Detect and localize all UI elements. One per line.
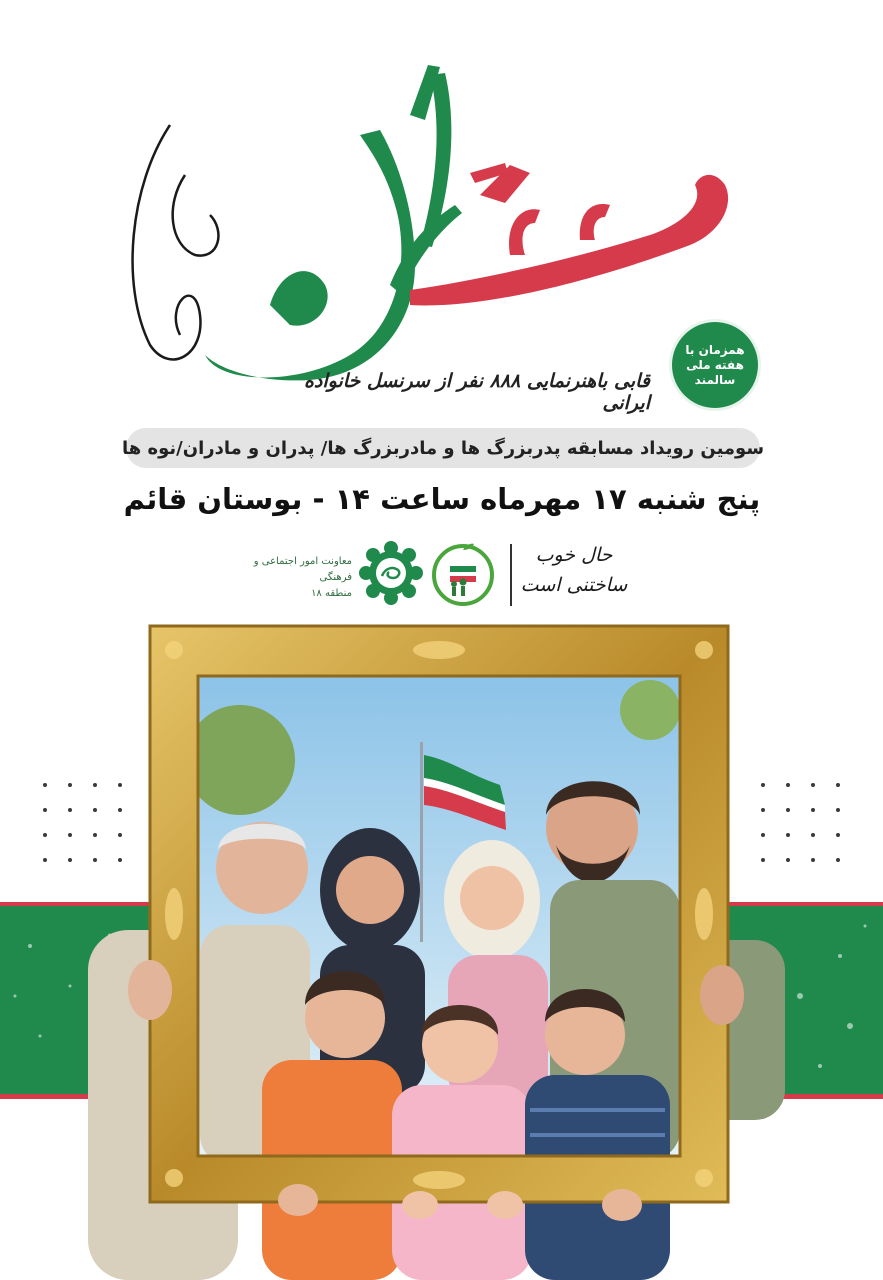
badge-line-2: هفته ملی <box>686 357 744 372</box>
slogan-line-1: حال خوب <box>535 544 613 566</box>
office-line-1: معاونت امور اجتماعی و فرهنگی <box>253 556 352 583</box>
event-description: سومین رویداد مسابقه پدربزرگ ها و مادربزرگ ها/ پدران و مادران/نوه ها <box>121 437 765 459</box>
badge-line-3: سالمند <box>694 372 736 387</box>
slogan-line-2: ساختنی است <box>520 574 628 596</box>
subtitle: قابی باهنرنمایی ۸۸۸ نفر از سرنسل خانواده ایرانی <box>303 370 650 414</box>
office-line-2: منطقه ۱۸ <box>311 588 352 599</box>
event-date-location: پنج شنبه ۱۷ مهرماه ساعت ۱۴ - بوستان قائم <box>123 482 761 516</box>
badge-line-1: همزمان با <box>685 342 745 357</box>
